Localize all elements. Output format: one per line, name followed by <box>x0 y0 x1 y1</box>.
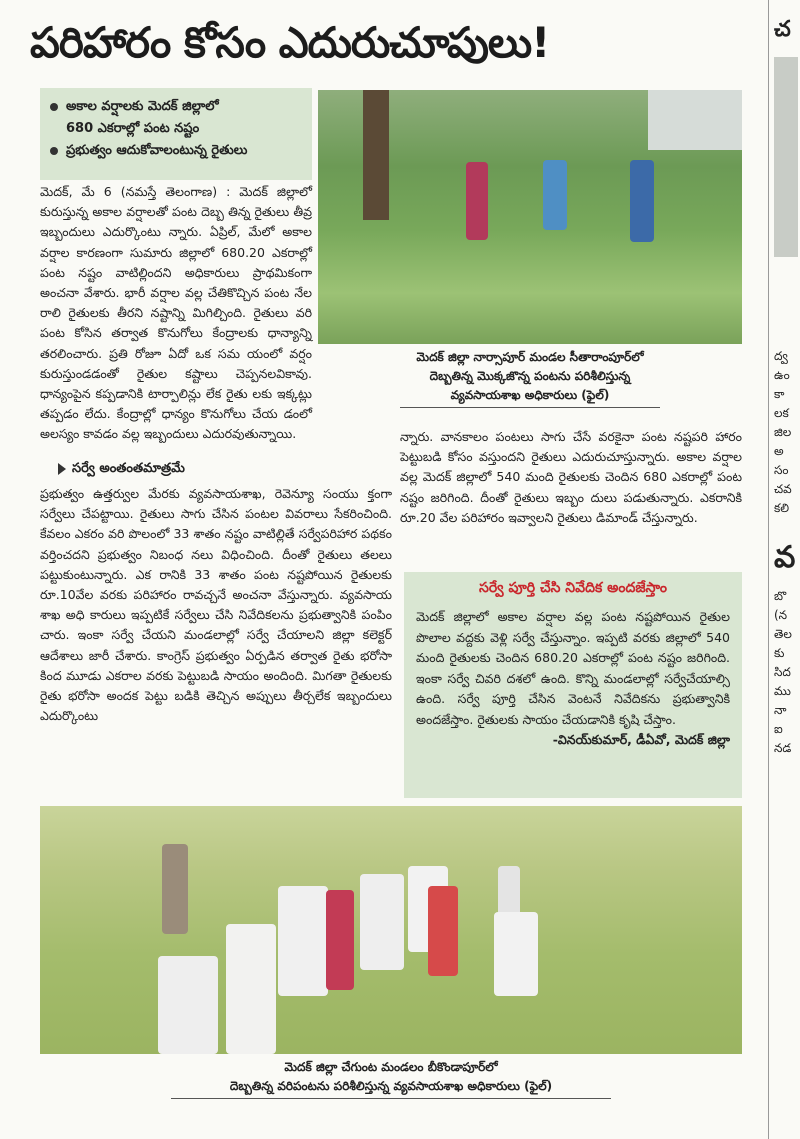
photo-tree-trunk <box>363 90 389 220</box>
quote-box <box>404 572 742 798</box>
photo-person <box>630 160 654 242</box>
highlight-item: అకాల వర్షాలకు మెదక్ జిల్లాలో <box>50 96 302 118</box>
photo-person <box>466 162 488 240</box>
photo-person <box>494 912 538 996</box>
quote-box-title: సర్వే పూర్తి చేసి నివేదిక అందజేస్తాం <box>479 580 667 596</box>
photo-person <box>158 956 218 1054</box>
subheading: సర్వే అంతంతమాత్రమే <box>58 461 185 479</box>
column-divider <box>768 0 769 1139</box>
photo-person <box>326 890 354 990</box>
highlights-box <box>40 88 312 180</box>
photo-person <box>360 874 404 970</box>
photo1-caption: మెదక్ జిల్లా నార్సాపూర్ మండల సీతారాంపూర్‌లో దెబ్బతిన్న మొక్కజొన్న పంటను పరిశీలిస్తున్న వ్యవసాయశాఖ అధికారులు (ఫైల్) <box>318 348 742 408</box>
quote-box-text: మెదక్ జిల్లాలో అకాల వర్షాల వల్ల పంట నష్టపోయిన రైతుల పొలాల వద్దకు వెళ్లి సర్వే చేస్తున్నాం. ఇప్పటి వరకు జిల్లాలో 540 మంది రైతులకు చెందిన 680.20 ఎకరాల్లో పంట నష్టం జరిగింది. ఇంకా సర్వే చివరి దశలో ఉంది. కొన్ని మండలాల్లో సర్వేచేయాల్సి ఉంది. సర్వే పూర్తి చేసిన వెంటనే నివేదికను ప్రభుత్వానికి అందజేస్తాం. రైతులకు సాయం చేయడానికి కృషి చేస్తాం. <box>416 609 730 727</box>
adjacent-text: ద్వ ఉం కా లక జిల అ సం చవ కలి <box>774 349 792 515</box>
article-body-col2: న్నారు. వానకాలం పంటలు సాగు చేసే వరకైనా పంట నష్టపరి హారం పెట్టుబడి కోసం వస్తుందని రైతులు ఎదురుచూస్తున్నారు. అకాల వర్షాల వల్ల మెదక్ జిల్లాలో 540 మంది రైతులకు చెందిన 680 ఎకరాల్లో పంట నష్టం జరిగింది. దీంతో రైతులు ఇబ్బం దులు పడుతున్నారు. ఎకరానికి రూ.20 వేల పరిహారం ఇవ్వాలని రైతులు డిమాండ్ చేస్తున్నారు. <box>400 429 742 525</box>
headline: పరిహారం కోసం ఎదురుచూపులు! <box>30 18 550 67</box>
adjacent-photo <box>774 57 798 257</box>
highlight-item: ప్రభుత్వం ఆదుకోవాలంటున్న రైతులు <box>50 140 302 162</box>
photo-sky <box>648 90 742 150</box>
photo-paddy-field <box>40 806 742 1054</box>
photo-maize-field <box>318 90 742 344</box>
article-body-col1b: ప్రభుత్వం ఉత్తర్వుల మేరకు వ్యవసాయశాఖ, రెవెన్యూ సంయు క్తంగా సర్వేలు చేపట్టాయి. రైతులు సాగు చేసిన పంటల వివరాలు సేకరించింది. కేవలం ఎకరం వరి పొలంలో 33 శాతం నష్టం వాటిల్లితే సర్వేపరిహార పథకం వర్తించదని ప్రభుత్వం నిబంధ నలు విధించింది. దీంతో రైతులు తలలు పట్టుకుంటున్నారు. ఎక రానికి 33 శాతం పంట నష్టపోయిన రైతులకు రూ.10వేల వరకు పరిహారం రావచ్చనే అంచనా వేస్తున్నారు. వ్యవసాయ శాఖ అధి కారులు ఇప్పటికే సర్వేలు చేసి నివేదికలను ప్రభుత్వానికి పంపిం చారు. ఇంకా సర్వే చేయని మండలాల్లో సర్వే చేయాలని జిల్లా కలెక్టర్ ఆదేశాలు జారీ చేశారు. కాంగ్రెస్ ప్రభుత్వం ఏర్పడిన తర్వాత రైతు భరోసా కింద మూడు ఎకరాల వరకు పెట్టుబడి సాయం అందింది. మిగతా రైతులకు రైతు భరోసా అందక పెట్టు బడికి తెచ్చిన అప్పులు తీర్చలేక ఇబ్బందులు ఎదుర్కొంటు <box>40 486 392 724</box>
highlight-item-continued: 680 ఎకరాల్లో పంట నష్టం <box>66 121 200 136</box>
photo-person <box>226 924 276 1054</box>
photo2-caption: మెదక్ జిల్లా చేగుంట మండలం బీకొండాపూర్‌లో దెబ్బతిన్న వరిపంటను పరిశీలిస్తున్న వ్యవసాయశాఖ అధికారులు (ఫైల్) <box>40 1058 742 1099</box>
caption-rule <box>171 1098 611 1099</box>
photo-person <box>278 886 328 996</box>
triangle-bullet-icon <box>58 463 66 475</box>
quote-box-signature: -వినయ్‌కుమార్, డీఏవో, మెదక్ జిల్లా <box>552 732 730 747</box>
article-body-col1: మెదక్, మే 6 (నమస్తే తెలంగాణ) : మెదక్ జిల్లాలో కురుస్తున్న అకాల వర్షాలతో పంట దెబ్బ తిన్న రైతులు తీవ్ర ఇబ్బందులు ఎదుర్కొంటు న్నారు. ఏప్రిల్, మేలో అకాల వర్షాల కారణంగా సుమారు జిల్లాలో 680.20 ఎకరాల్లో పంట నష్టం వాటిల్లిందని అధికారులు ప్రాథమికంగా అంచనా వేశారు. భారీ వర్షాల వల్ల చేతికొచ్చిన పంట నేల రాలి రైతులకు తీరని నష్టాన్ని మిగిల్చింది. రైతులు వరి పంట కోసిన తర్వాత కొనుగోలు కేంద్రాలకు ధాన్యాన్ని తరలించారు. ప్రతి రోజూ ఏదో ఒక సమ యంలో వర్షం కురుస్తుండడంతో రైతుల కష్టాలు చెప్పనలవికావు. ధాన్యంపైన కప్పడానికి టార్పాలిన్లు లేక రైతు లకు ఇక్కట్లు తప్పడం లేదు. కేంద్రాల్లో ధాన్యం కొనుగోలు చేయ డంలో అలస్యం కావడం వల్ల ఇబ్బందులు ఎదురవుతున్నాయి. <box>40 184 312 442</box>
adjacent-article-column: చ ద్వ ఉం కా లక జిల అ సం చవ కలి వ బొ (న తెల కు సిద ము నా ఐ నడ <box>774 0 800 1139</box>
photo-person <box>498 866 520 916</box>
bullet-icon <box>50 147 58 155</box>
adjacent-text: బొ (న తెల కు సిద ము నా ఐ నడ <box>774 589 792 755</box>
bullet-icon <box>50 103 58 111</box>
caption-rule <box>400 407 660 408</box>
photo-person <box>162 844 188 934</box>
photo-person <box>428 886 458 976</box>
photo-person <box>543 160 567 230</box>
